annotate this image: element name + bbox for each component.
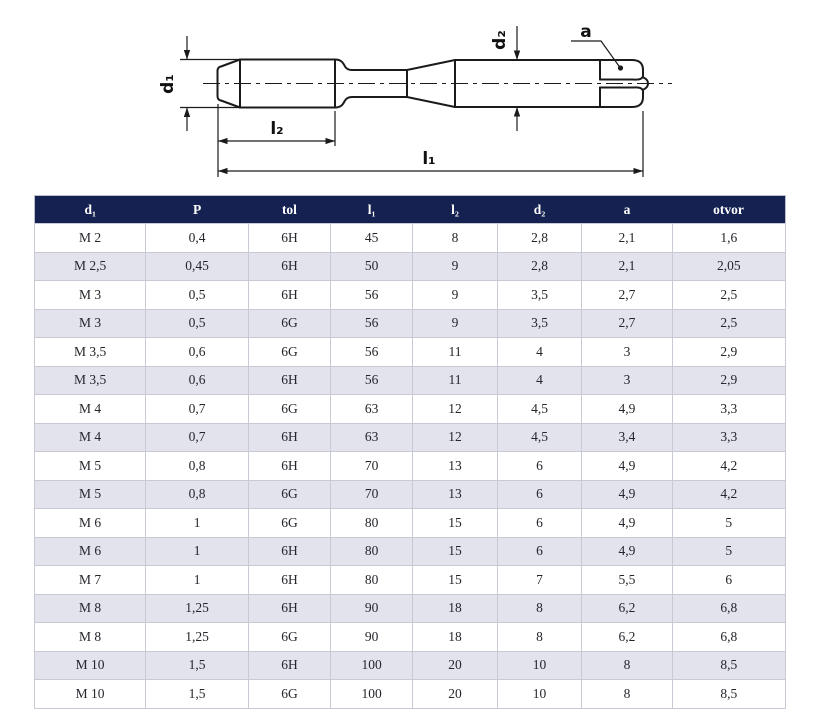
column-header-d2: d₂ bbox=[497, 196, 582, 224]
column-header-a: a bbox=[582, 196, 672, 224]
tap-drawing-canvas bbox=[0, 0, 814, 186]
table-row bbox=[35, 395, 786, 424]
table-cell: 12 bbox=[413, 395, 497, 424]
table-cell: 15 bbox=[413, 537, 497, 566]
table-cell: 4,9 bbox=[582, 452, 672, 481]
table-cell: 4,9 bbox=[582, 509, 672, 538]
table-cell: 2,7 bbox=[582, 309, 672, 338]
table-row bbox=[35, 224, 786, 253]
table-cell: 9 bbox=[413, 281, 497, 310]
table-cell: 8,5 bbox=[672, 680, 785, 709]
table-cell: M 3,5 bbox=[35, 366, 146, 395]
table-cell: M 6 bbox=[35, 537, 146, 566]
label-l2: l₂ bbox=[270, 119, 284, 139]
table-cell: 6G bbox=[249, 309, 331, 338]
table-cell: 0,6 bbox=[146, 366, 249, 395]
table-cell: 6G bbox=[249, 338, 331, 367]
table-row bbox=[35, 366, 786, 395]
table-cell: M 3 bbox=[35, 281, 146, 310]
table-cell: 6H bbox=[249, 366, 331, 395]
callout-a bbox=[571, 22, 623, 71]
table-row bbox=[35, 309, 786, 338]
table-cell: 11 bbox=[413, 338, 497, 367]
table-cell: 3,3 bbox=[672, 395, 785, 424]
table-header-row bbox=[35, 196, 786, 224]
table-cell: 10 bbox=[497, 651, 582, 680]
table-cell: 20 bbox=[413, 680, 497, 709]
table-cell: 8 bbox=[582, 680, 672, 709]
table-cell: 6 bbox=[672, 566, 785, 595]
table-cell: 0,4 bbox=[146, 224, 249, 253]
table-cell: 6H bbox=[249, 651, 331, 680]
table-cell: 9 bbox=[413, 252, 497, 281]
table-cell: 6G bbox=[249, 509, 331, 538]
table-cell: 1 bbox=[146, 566, 249, 595]
table-cell: 80 bbox=[330, 566, 413, 595]
table-cell: 3,5 bbox=[497, 281, 582, 310]
table-cell: 2,1 bbox=[582, 252, 672, 281]
table-cell: 4 bbox=[497, 338, 582, 367]
table-cell: 20 bbox=[413, 651, 497, 680]
table-cell: 4,2 bbox=[672, 452, 785, 481]
table-cell: 4,9 bbox=[582, 537, 672, 566]
dimension-l2 bbox=[218, 104, 335, 177]
table-cell: 6 bbox=[497, 480, 582, 509]
table-cell: 6,2 bbox=[582, 594, 672, 623]
table-row bbox=[35, 566, 786, 595]
table-cell: 15 bbox=[413, 509, 497, 538]
table-cell: 1,25 bbox=[146, 594, 249, 623]
table-cell: 6 bbox=[497, 509, 582, 538]
table-cell: 8 bbox=[413, 224, 497, 253]
table-cell: 18 bbox=[413, 594, 497, 623]
table-cell: 56 bbox=[330, 366, 413, 395]
table-cell: 8 bbox=[497, 623, 582, 652]
tap-dimensions-table bbox=[34, 195, 786, 709]
table-cell: M 5 bbox=[35, 480, 146, 509]
table-cell: 2,9 bbox=[672, 338, 785, 367]
table-cell: 8 bbox=[582, 651, 672, 680]
table-cell: 50 bbox=[330, 252, 413, 281]
table-cell: 45 bbox=[330, 224, 413, 253]
table-cell: 6G bbox=[249, 395, 331, 424]
table-cell: 0,45 bbox=[146, 252, 249, 281]
table-cell: 6 bbox=[497, 452, 582, 481]
table-cell: 3,3 bbox=[672, 423, 785, 452]
table-cell: 2,7 bbox=[582, 281, 672, 310]
table-cell: M 8 bbox=[35, 623, 146, 652]
table-cell: M 2 bbox=[35, 224, 146, 253]
table-cell: 8,5 bbox=[672, 651, 785, 680]
table-cell: 2,9 bbox=[672, 366, 785, 395]
table-cell: 56 bbox=[330, 338, 413, 367]
table-cell: 6H bbox=[249, 594, 331, 623]
table-cell: 6,8 bbox=[672, 594, 785, 623]
table-cell: 9 bbox=[413, 309, 497, 338]
column-header-d1: d₁ bbox=[35, 196, 146, 224]
dimension-d1 bbox=[158, 36, 245, 131]
table-row bbox=[35, 594, 786, 623]
table-cell: 0,5 bbox=[146, 309, 249, 338]
table-cell: 6G bbox=[249, 480, 331, 509]
table-cell: 1,25 bbox=[146, 623, 249, 652]
table-cell: 7 bbox=[497, 566, 582, 595]
table-cell: 2,8 bbox=[497, 224, 582, 253]
table-cell: 80 bbox=[330, 509, 413, 538]
table-row bbox=[35, 281, 786, 310]
table-cell: 5,5 bbox=[582, 566, 672, 595]
table-cell: 0,6 bbox=[146, 338, 249, 367]
table-cell: 56 bbox=[330, 309, 413, 338]
table-cell: 13 bbox=[413, 480, 497, 509]
table-cell: 2,5 bbox=[672, 309, 785, 338]
table-cell: M 10 bbox=[35, 680, 146, 709]
table-cell: M 8 bbox=[35, 594, 146, 623]
table-cell: M 4 bbox=[35, 423, 146, 452]
table-row bbox=[35, 537, 786, 566]
table-row bbox=[35, 680, 786, 709]
table-cell: 0,5 bbox=[146, 281, 249, 310]
table-header bbox=[35, 196, 786, 224]
dimension-d2 bbox=[490, 26, 520, 131]
table-cell: 1 bbox=[146, 537, 249, 566]
table-row bbox=[35, 509, 786, 538]
label-d2: d₂ bbox=[490, 30, 510, 50]
tap-outline-bottom bbox=[221, 87, 643, 107]
table-cell: 15 bbox=[413, 566, 497, 595]
table-cell: 2,1 bbox=[582, 224, 672, 253]
table-cell: 4,9 bbox=[582, 480, 672, 509]
table-cell: 2,8 bbox=[497, 252, 582, 281]
table-cell: M 7 bbox=[35, 566, 146, 595]
table-row bbox=[35, 452, 786, 481]
table-cell: 0,7 bbox=[146, 395, 249, 424]
table-cell: 4,2 bbox=[672, 480, 785, 509]
table-cell: 1,5 bbox=[146, 680, 249, 709]
table-cell: 6G bbox=[249, 680, 331, 709]
column-header-l1: l₁ bbox=[330, 196, 413, 224]
table-cell: 6H bbox=[249, 566, 331, 595]
table-cell: 6,8 bbox=[672, 623, 785, 652]
table-cell: M 10 bbox=[35, 651, 146, 680]
table-cell: 4,9 bbox=[582, 395, 672, 424]
table-cell: 12 bbox=[413, 423, 497, 452]
leader-dot bbox=[618, 65, 623, 70]
table-cell: 100 bbox=[330, 651, 413, 680]
table-cell: 5 bbox=[672, 509, 785, 538]
table-cell: 13 bbox=[413, 452, 497, 481]
table-cell: 6H bbox=[249, 252, 331, 281]
table-row bbox=[35, 338, 786, 367]
table-cell: 70 bbox=[330, 480, 413, 509]
table-cell: 63 bbox=[330, 423, 413, 452]
table-cell: M 2,5 bbox=[35, 252, 146, 281]
table-cell: 2,05 bbox=[672, 252, 785, 281]
table-row bbox=[35, 252, 786, 281]
table-cell: M 6 bbox=[35, 509, 146, 538]
table-cell: 0,7 bbox=[146, 423, 249, 452]
table-cell: 3,5 bbox=[497, 309, 582, 338]
table-cell: M 4 bbox=[35, 395, 146, 424]
column-header-p: P bbox=[146, 196, 249, 224]
table-cell: 80 bbox=[330, 537, 413, 566]
table-body bbox=[35, 224, 786, 709]
table-cell: 6H bbox=[249, 537, 331, 566]
table-cell: 18 bbox=[413, 623, 497, 652]
table-cell: 0,8 bbox=[146, 452, 249, 481]
table-cell: 5 bbox=[672, 537, 785, 566]
table-cell: 1,6 bbox=[672, 224, 785, 253]
table-cell: 11 bbox=[413, 366, 497, 395]
column-header-tol: tol bbox=[249, 196, 331, 224]
table-cell: 6,2 bbox=[582, 623, 672, 652]
table-row bbox=[35, 423, 786, 452]
label-l1: l₁ bbox=[422, 149, 436, 169]
table-cell: M 3 bbox=[35, 309, 146, 338]
table-cell: 6G bbox=[249, 623, 331, 652]
table-cell: 4 bbox=[497, 366, 582, 395]
table-cell: 1 bbox=[146, 509, 249, 538]
table-cell: 4,5 bbox=[497, 423, 582, 452]
table-row bbox=[35, 651, 786, 680]
table-cell: 4,5 bbox=[497, 395, 582, 424]
table-cell: 3 bbox=[582, 366, 672, 395]
table-cell: 6H bbox=[249, 281, 331, 310]
table-cell: 63 bbox=[330, 395, 413, 424]
label-d1: d₁ bbox=[158, 74, 178, 94]
table-cell: 6H bbox=[249, 452, 331, 481]
column-header-l2: l₂ bbox=[413, 196, 497, 224]
table-cell: 100 bbox=[330, 680, 413, 709]
table-cell: 3,4 bbox=[582, 423, 672, 452]
column-header-otvor: otvor bbox=[672, 196, 785, 224]
tap-outline-top bbox=[221, 60, 643, 80]
table-cell: 10 bbox=[497, 680, 582, 709]
table-cell: 6H bbox=[249, 423, 331, 452]
table-cell: M 3,5 bbox=[35, 338, 146, 367]
table-cell: 6 bbox=[497, 537, 582, 566]
table-cell: 90 bbox=[330, 594, 413, 623]
table-cell: M 5 bbox=[35, 452, 146, 481]
tap-technical-drawing bbox=[0, 0, 814, 191]
table-cell: 56 bbox=[330, 281, 413, 310]
table-cell: 1,5 bbox=[146, 651, 249, 680]
table-row bbox=[35, 623, 786, 652]
table-cell: 0,8 bbox=[146, 480, 249, 509]
table-cell: 6H bbox=[249, 224, 331, 253]
table-cell: 2,5 bbox=[672, 281, 785, 310]
label-a: a bbox=[580, 22, 592, 42]
table-cell: 70 bbox=[330, 452, 413, 481]
table-cell: 90 bbox=[330, 623, 413, 652]
table-row bbox=[35, 480, 786, 509]
table-cell: 8 bbox=[497, 594, 582, 623]
table-cell: 3 bbox=[582, 338, 672, 367]
